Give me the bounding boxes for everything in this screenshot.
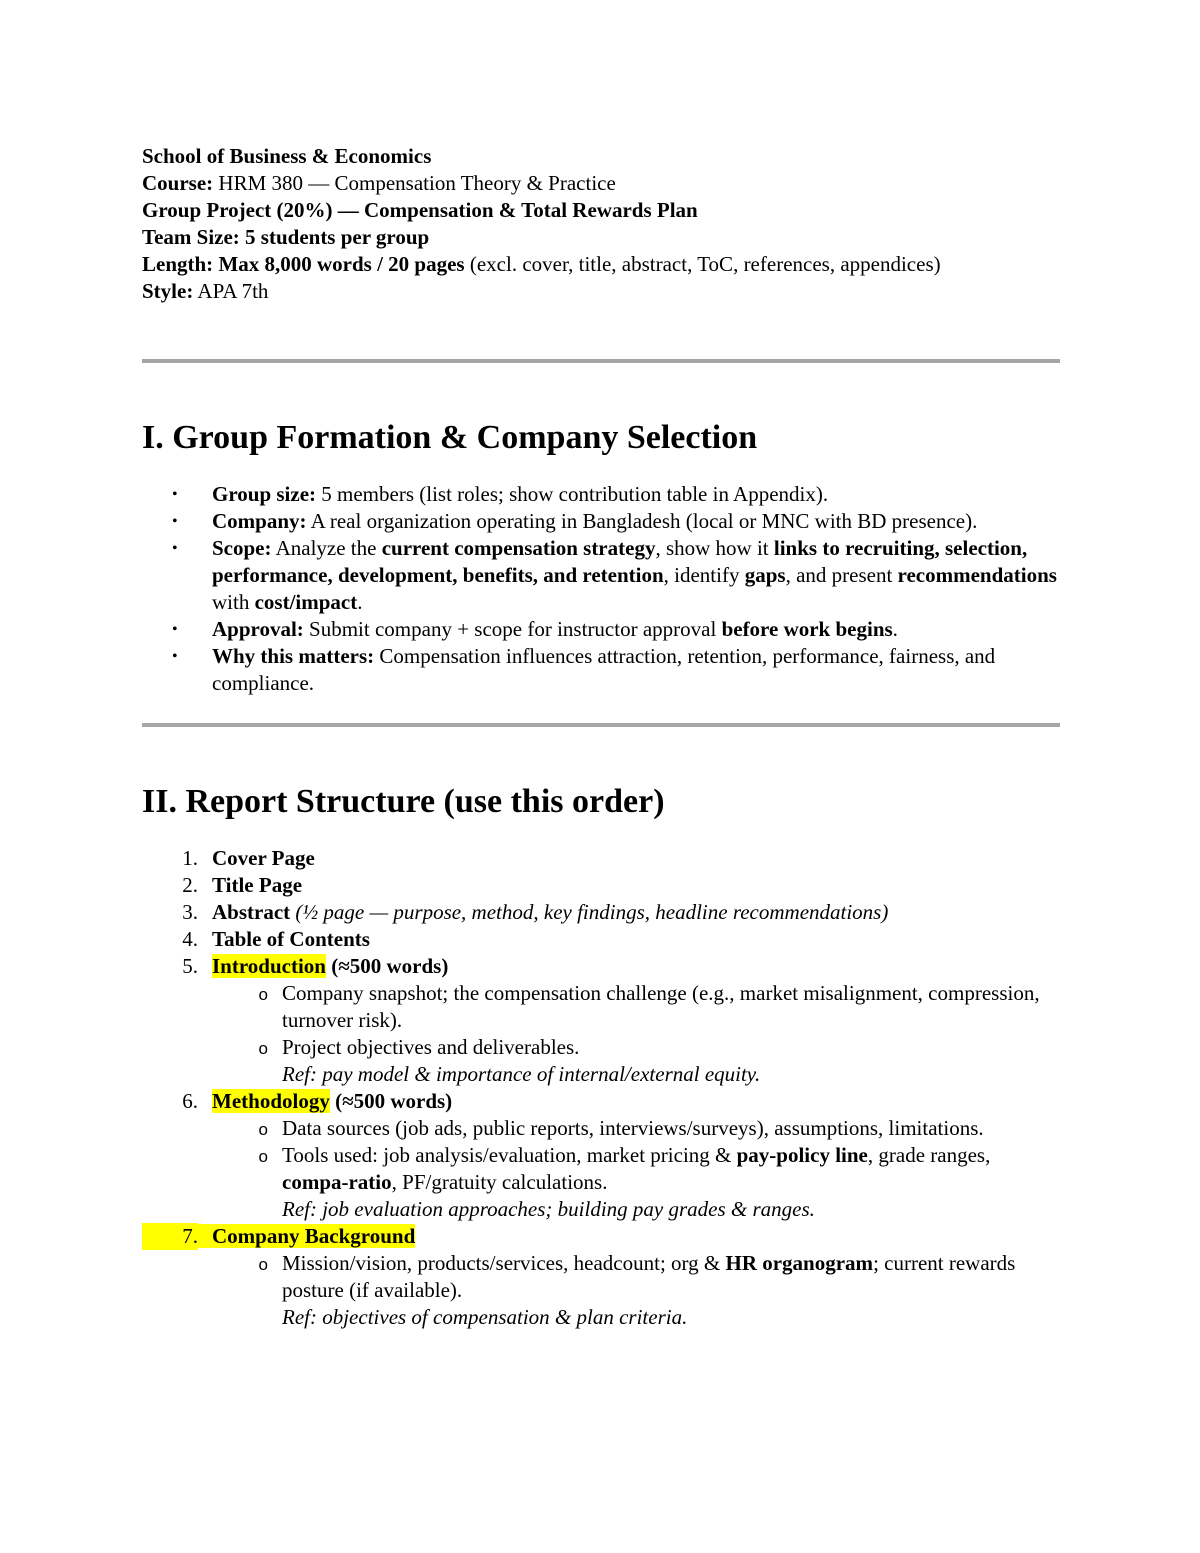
sub-bullet-marker: o xyxy=(258,1255,268,1274)
bullet-marker: • xyxy=(172,486,178,503)
sub-list xyxy=(212,980,1060,1088)
list-item: 6. Methodology (≈500 words) o Data sources (job ads, public reports, interviews/surveys), assumptions, limitations. o Tools used: job analysis/evaluation, market pricing & pay-policy line, grade ranges, compa-ratio, PF/gratuity calculations. Ref: job evaluation approaches; building pay grades & ranges. xyxy=(142,1088,1060,1223)
bullet-marker: • xyxy=(172,648,178,665)
sub-list-item: o Company snapshot; the compensation challenge (e.g., market misalignment, compression, turnover risk). xyxy=(142,980,1060,1034)
bullet-marker: • xyxy=(172,540,178,557)
sub-bullet-marker: o xyxy=(258,1039,268,1058)
highlighted-heading: Introduction xyxy=(212,954,326,978)
list-number: 2. xyxy=(182,873,198,897)
list-item: 1. Cover Page xyxy=(142,845,1060,872)
sub-list-item: o Mission/vision, products/services, headcount; org & HR organogram; current rewards posture (if available). Ref: objectives of compensation & plan criteria. xyxy=(142,1250,1060,1331)
sub-list xyxy=(212,1115,1060,1223)
section-2-title: II. Report Structure (use this order) xyxy=(142,783,665,820)
section-1-list xyxy=(142,481,1060,697)
project-line: Group Project (20%) — Compensation & Total Rewards Plan xyxy=(142,198,698,222)
sub-list xyxy=(212,1250,1060,1331)
list-item: 2. Title Page xyxy=(142,872,1060,899)
bullet-marker: • xyxy=(172,621,178,638)
course-header xyxy=(142,143,1060,305)
list-item: 3. Abstract (½ page — purpose, method, key findings, headline recommendations) xyxy=(142,899,1060,926)
list-number: 4. xyxy=(182,927,198,951)
list-item: • Why this matters: Compensation influences attraction, retention, performance, fairness, and compliance. xyxy=(172,644,996,695)
sub-list-item: o Data sources (job ads, public reports, interviews/surveys), assumptions, limitations. xyxy=(142,1115,1060,1142)
sub-list-item: o Tools used: job analysis/evaluation, market pricing & pay-policy line, grade ranges, compa-ratio, PF/gratuity calculations. Ref: job evaluation approaches; building pay grades & ranges. xyxy=(142,1142,1060,1223)
section-1-title: I. Group Formation & Company Selection xyxy=(142,419,758,456)
sub-bullet-marker: o xyxy=(258,1147,268,1166)
list-item: 5. Introduction (≈500 words) o Company snapshot; the compensation challenge (e.g., market misalignment, compression, turnover risk). o Project objectives and deliverables. Ref: pay model & importance of internal/external equity. xyxy=(142,953,1060,1088)
document-content xyxy=(142,143,1060,1331)
list-item: • Approval: Submit company + scope for instructor approval before work begins. xyxy=(172,617,898,641)
sub-list-item: o Project objectives and deliverables. Ref: pay model & importance of internal/external equity. xyxy=(142,1034,1060,1088)
school-name: School of Business & Economics xyxy=(142,144,432,168)
list-item: • Group size: 5 members (list roles; show contribution table in Appendix). xyxy=(172,482,829,506)
length-line: Length: Max 8,000 words / 20 pages (excl. cover, title, abstract, ToC, references, appendices) xyxy=(142,252,941,276)
sub-bullet-marker: o xyxy=(258,1120,268,1139)
highlighted-heading: Company Background xyxy=(198,1224,415,1248)
list-number: 7. xyxy=(142,1223,198,1250)
reference-note: Ref: job evaluation approaches; building pay grades & ranges. xyxy=(282,1197,815,1221)
list-item: • Scope: Analyze the current compensation strategy, show how it links to recruiting, selection, performance, development, benefits, and retention, identify gaps, and present recommendations with cost/impact. xyxy=(172,536,1057,614)
list-item: • Company: A real organization operating in Bangladesh (local or MNC with BD presence). xyxy=(172,509,978,533)
list-number: 6. xyxy=(182,1089,198,1113)
bullet-marker: • xyxy=(172,513,178,530)
list-item xyxy=(142,1223,1060,1331)
highlighted-heading: Methodology xyxy=(212,1089,330,1113)
section-2-list xyxy=(142,845,1060,1331)
list-item: 4. Table of Contents xyxy=(142,926,1060,953)
list-number: 3. xyxy=(182,900,198,924)
course-line: Course: HRM 380 — Compensation Theory & Practice xyxy=(142,171,616,195)
sub-bullet-marker: o xyxy=(258,985,268,1004)
reference-note: Ref: objectives of compensation & plan criteria. xyxy=(282,1305,688,1329)
team-size-line: Team Size: 5 students per group xyxy=(142,225,430,249)
list-number: 5. xyxy=(182,954,198,978)
style-line: Style: APA 7th xyxy=(142,279,269,303)
list-number: 1. xyxy=(182,846,198,870)
reference-note: Ref: pay model & importance of internal/external equity. xyxy=(282,1062,761,1086)
